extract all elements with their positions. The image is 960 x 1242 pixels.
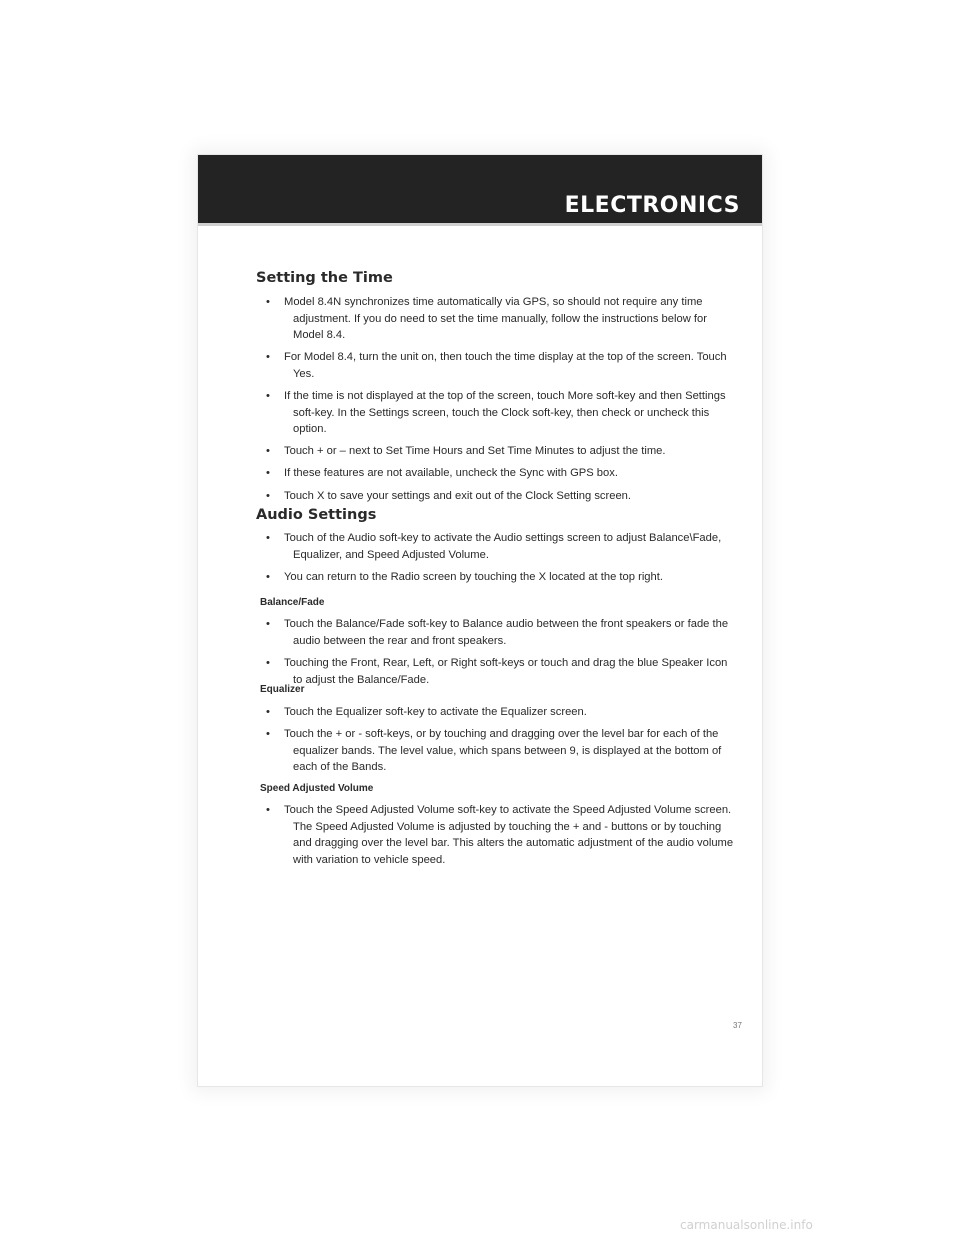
- heading-equalizer: Equalizer: [260, 684, 305, 695]
- bullet-item: • Touch the Balance/Fade soft-key to Balance audio between the front speakers or fade the audio between the rear and front speakers.: [266, 618, 729, 647]
- heading-setting-the-time: Setting the Time: [256, 270, 393, 286]
- bullet-item: • For Model 8.4, turn the unit on, then touch the time display at the top of the screen. Touch Yes.: [266, 351, 727, 380]
- bullet-item: • Touch the Equalizer soft-key to activate the Equalizer screen.: [266, 706, 587, 718]
- bullet-item: • Touch the Speed Adjusted Volume soft-key to activate the Speed Adjusted Volume screen. The Speed Adjusted Volume is adjusted by touching the + and - buttons or by touching and dragging over the level bar. This alters the automatic adjustment of the audio volume with variation to vehicle speed.: [266, 804, 734, 866]
- manual-page: [198, 155, 762, 1086]
- bullet-item: • Touch X to save your settings and exit out of the Clock Setting screen.: [266, 490, 632, 502]
- bullet-item: • Touch of the Audio soft-key to activate the Audio settings screen to adjust Balance\Fade, Equalizer, and Speed Adjusted Volume.: [266, 532, 722, 561]
- page-number: 37: [733, 1021, 742, 1030]
- bottom-watermark: carmanualsonline.info: [680, 1218, 813, 1232]
- bullet-item: • Touching the Front, Rear, Left, or Right soft-keys or touch and drag the blue Speaker Icon to adjust the Balance/Fade.: [266, 657, 728, 686]
- heading-balance-fade: Balance/Fade: [260, 597, 325, 608]
- bullet-item: • You can return to the Radio screen by touching the X located at the top right.: [266, 571, 663, 583]
- heading-speed-adjusted-volume: Speed Adjusted Volume: [260, 783, 374, 794]
- bullet-item: • Model 8.4N synchronizes time automatically via GPS, so should not require any time adjustment. If you do need to set the time manually, follow the instructions below for Model 8.4.: [266, 296, 707, 341]
- bullet-item: • Touch the + or - soft-keys, or by touching and dragging over the level bar for each of the equalizer bands. The level value, which spans between 9, is displayed at the bottom of each of the Bands.: [266, 728, 722, 773]
- bullet-item: • If these features are not available, uncheck the Sync with GPS box.: [266, 467, 618, 479]
- heading-audio-settings: Audio Settings: [256, 507, 377, 523]
- bullet-item: • If the time is not displayed at the top of the screen, touch More soft-key and then Settings soft-key. In the Settings screen, touch the Clock soft-key, then check or uncheck this option.: [266, 390, 726, 435]
- bullet-item: • Touch + or – next to Set Time Hours and Set Time Minutes to adjust the time.: [266, 445, 666, 457]
- section-header-bar: [198, 155, 762, 226]
- section-title: ELECTRONICS: [564, 193, 740, 218]
